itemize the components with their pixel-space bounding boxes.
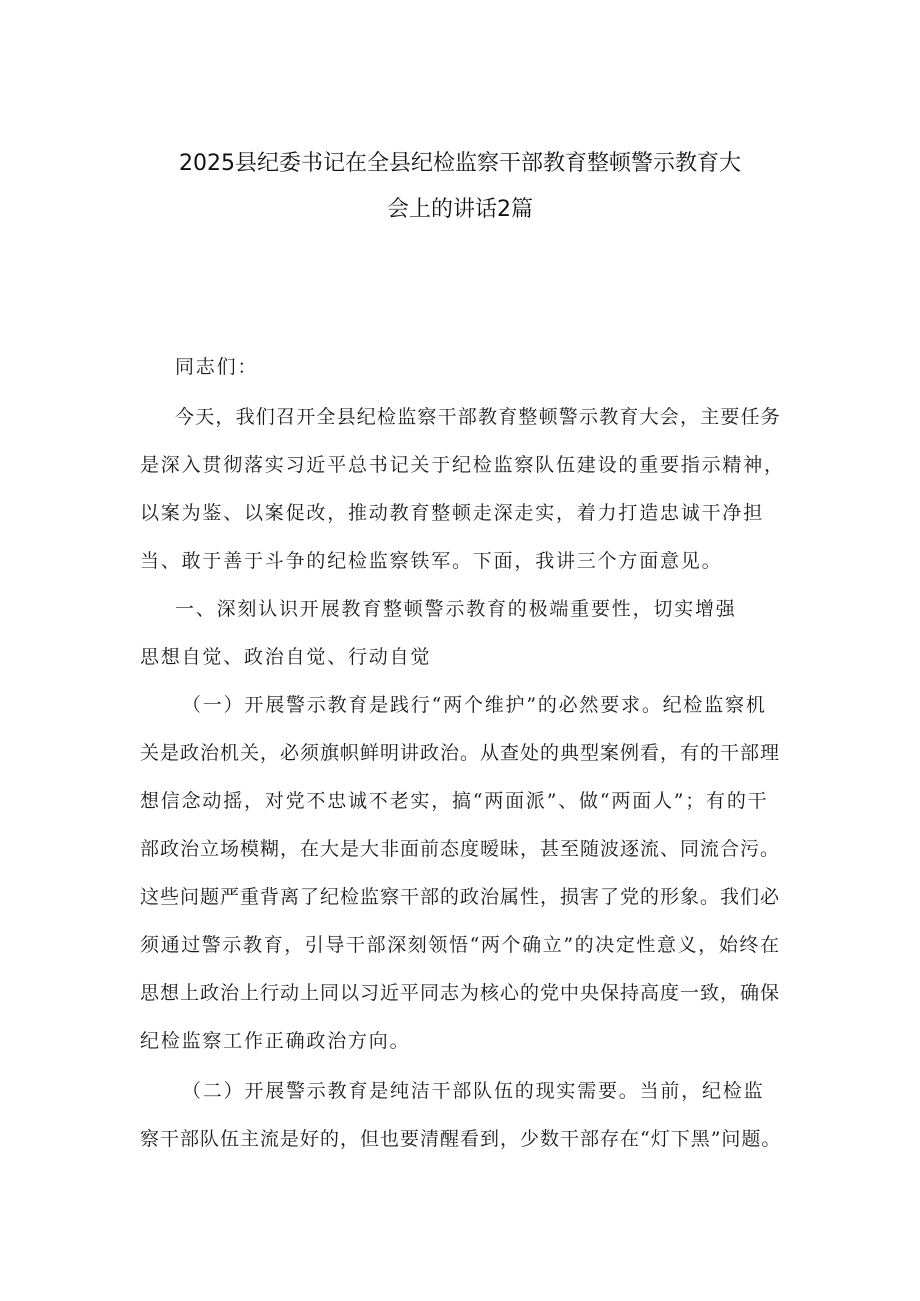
paragraph-2-line-1: （一）开展警示教育是践行“两个维护”的必然要求。纪检监察机 (182, 694, 767, 716)
paragraph-3-line-2: 察干部队伍主流是好的，但也要清醒看到，少数干部存在“灯下黑”问题。 (140, 1128, 782, 1150)
section-heading-1-line-1: 一、深刻认识开展教育整顿警示教育的极端重要性，切实增强 (175, 598, 737, 620)
paragraph-2-line-4: 部政治立场模糊，在大是大非面前态度暧昧，甚至随波逐流、同流合污。 (140, 838, 781, 860)
paragraph-1-line-4: 当、敢于善于斗争的纪检监察铁军。下面，我讲三个方面意见。 (140, 550, 723, 572)
section-heading-1-line-2: 思想自觉、政治自觉、行动自觉 (140, 646, 432, 668)
document-title-line-1: 2025县纪委书记在全县纪检监察干部教育整顿警示教育大 (179, 151, 741, 176)
paragraph-2-line-7: 思想上政治上行动上同以习近平同志为核心的党中央保持高度一致，确保 (140, 982, 781, 1004)
paragraph-2-line-8: 纪检监察工作正确政治方向。 (140, 1030, 411, 1052)
paragraph-2-line-3: 想信念动摇，对党不忠诚不老实，搞“两面派”、做“两面人”；有的干 (140, 790, 769, 812)
paragraph-2-line-5: 这些问题严重背离了纪检监察干部的政治属性，损害了党的形象。我们必 (140, 886, 781, 908)
paragraph-2-line-2: 关是政治机关，必须旗帜鲜明讲政治。从查处的典型案例看，有的干部理 (140, 742, 781, 764)
paragraph-3-line-1: （二）开展警示教育是纯洁干部队伍的现实需要。当前，纪检监 (182, 1080, 765, 1102)
document-title-line-2: 会上的讲话2篇 (387, 197, 533, 222)
paragraph-2-line-6: 须通过警示教育，引导干部深刻领悟“两个确立”的决定性意义，始终在 (140, 934, 781, 956)
salutation: 同志们： (175, 356, 259, 378)
paragraph-1-line-1: 今天，我们召开全县纪检监察干部教育整顿警示教育大会，主要任务 (175, 406, 782, 428)
paragraph-1-line-3: 以案为鉴、以案促改，推动教育整顿走深走实，着力打造忠诚干净担 (140, 502, 765, 524)
paragraph-1-line-2: 是深入贯彻落实习近平总书记关于纪检监察队伍建设的重要指示精神， (140, 454, 785, 476)
